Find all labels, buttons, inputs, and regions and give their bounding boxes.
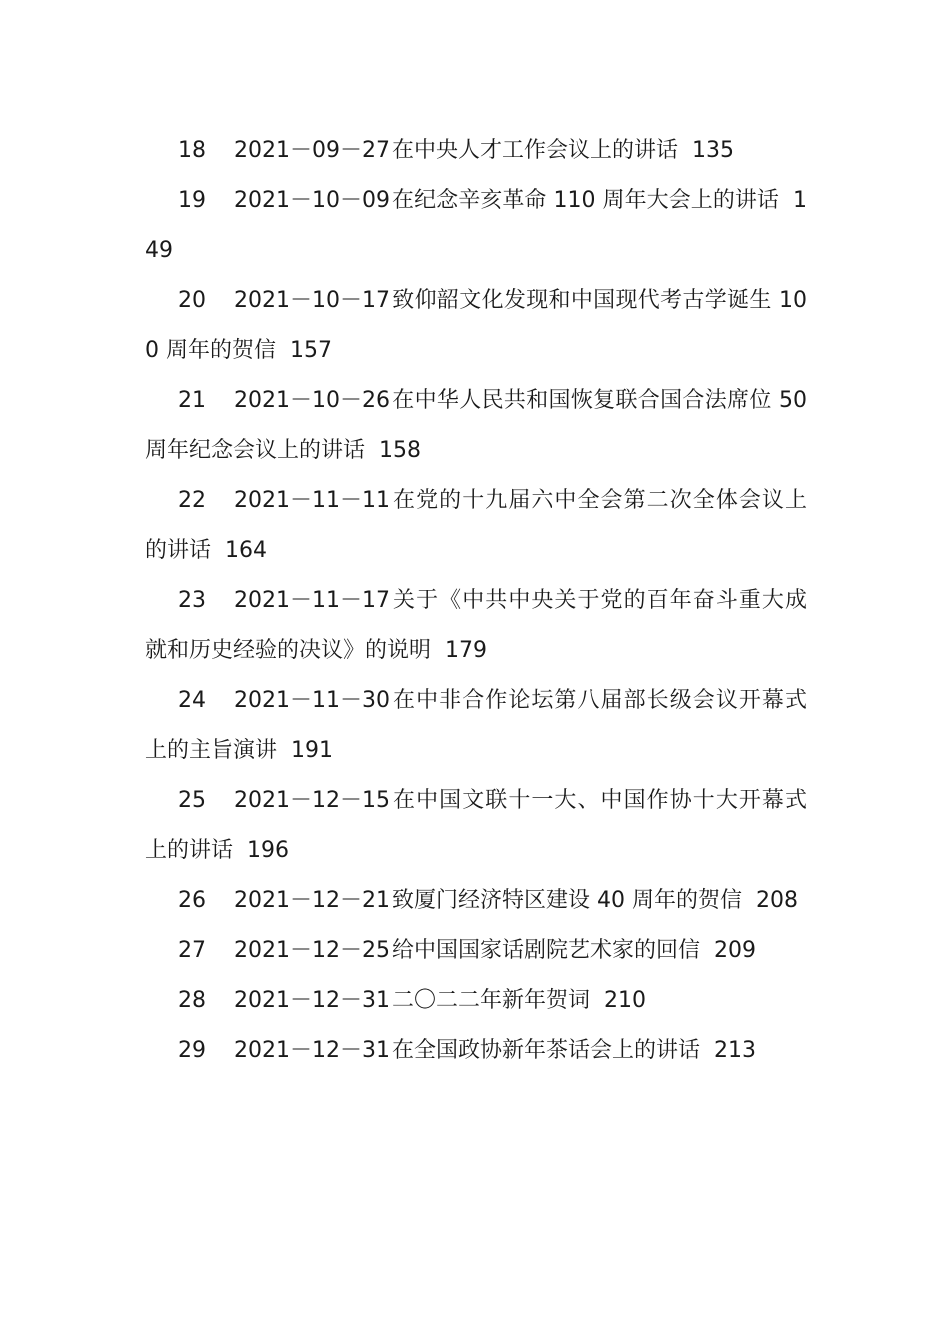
entry-date: 2021－11－30 (234, 688, 390, 713)
entry-number: 23 (178, 588, 206, 613)
toc-entry (145, 876, 807, 926)
entry-number: 28 (178, 988, 206, 1013)
entry-page: 208 (755, 888, 798, 913)
entry-page: 196 (247, 838, 290, 863)
entry-page: 210 (604, 988, 646, 1013)
entry-number: 26 (178, 888, 206, 913)
entry-page: 209 (714, 938, 756, 963)
entry-title: 在中华人民共和国恢复联合国合法席位 50 周年纪念会议上的讲话 (145, 388, 807, 463)
entry-page: 157 (290, 338, 332, 363)
entry-title: 二〇二二年新年贺词 (391, 988, 590, 1013)
toc-entry (145, 126, 807, 176)
toc-entry (145, 976, 807, 1026)
entry-date: 2021－11－17 (234, 588, 390, 613)
entry-page: 213 (714, 1038, 756, 1063)
entry-title: 在党的十九届六中全会第二次全体会议上的讲话 (145, 488, 807, 563)
entry-date: 2021－12－21 (234, 888, 390, 913)
entry-title: 在中央人才工作会议上的讲话 (391, 138, 678, 163)
toc-entry (145, 926, 807, 976)
toc-entry (145, 376, 807, 476)
entry-date: 2021－12－31 (234, 988, 390, 1013)
toc-entry (145, 176, 807, 276)
entry-page: 179 (445, 638, 488, 663)
entry-title: 致厦门经济特区建设 40 周年的贺信 (391, 888, 742, 913)
entry-title: 致仰韶文化发现和中国现代考古学诞生 100 周年的贺信 (145, 288, 807, 363)
entry-date: 2021－11－11 (234, 488, 390, 513)
toc-entry (145, 576, 807, 676)
toc-entry (145, 476, 807, 576)
entry-title: 在中非合作论坛第八届部长级会议开幕式上的主旨演讲 (145, 688, 807, 763)
entry-date: 2021－12－25 (234, 938, 390, 963)
entry-number: 18 (178, 138, 206, 163)
entry-title: 在纪念辛亥革命 110 周年大会上的讲话 (391, 188, 779, 213)
entry-title: 在全国政协新年茶话会上的讲话 (391, 1038, 700, 1063)
entry-title: 在中国文联十一大、中国作协十大开幕式上的讲话 (145, 788, 807, 863)
entry-number: 29 (178, 1038, 206, 1063)
table-of-contents (145, 126, 807, 1076)
entry-title: 给中国国家话剧院艺术家的回信 (391, 938, 700, 963)
entry-date: 2021－10－17 (234, 288, 390, 313)
toc-entry (145, 676, 807, 776)
entry-number: 25 (178, 788, 206, 813)
entry-number: 24 (178, 688, 206, 713)
entry-date: 2021－10－09 (234, 188, 390, 213)
entry-number: 27 (178, 938, 206, 963)
entry-number: 19 (178, 188, 206, 213)
entry-date: 2021－12－15 (234, 788, 390, 813)
toc-entry (145, 1026, 807, 1076)
entry-page: 158 (379, 438, 422, 463)
entry-number: 22 (178, 488, 206, 513)
toc-entry (145, 276, 807, 376)
entry-number: 21 (178, 388, 206, 413)
entry-date: 2021－09－27 (234, 138, 390, 163)
toc-entry (145, 776, 807, 876)
entry-title: 关于《中共中央关于党的百年奋斗重大成就和历史经验的决议》的说明 (145, 588, 807, 663)
entry-page: 149 (145, 188, 807, 263)
entry-date: 2021－12－31 (234, 1038, 390, 1063)
entry-page: 164 (225, 538, 268, 563)
entry-page: 135 (692, 138, 734, 163)
entry-number: 20 (178, 288, 206, 313)
entry-date: 2021－10－26 (234, 388, 390, 413)
entry-page: 191 (291, 738, 334, 763)
